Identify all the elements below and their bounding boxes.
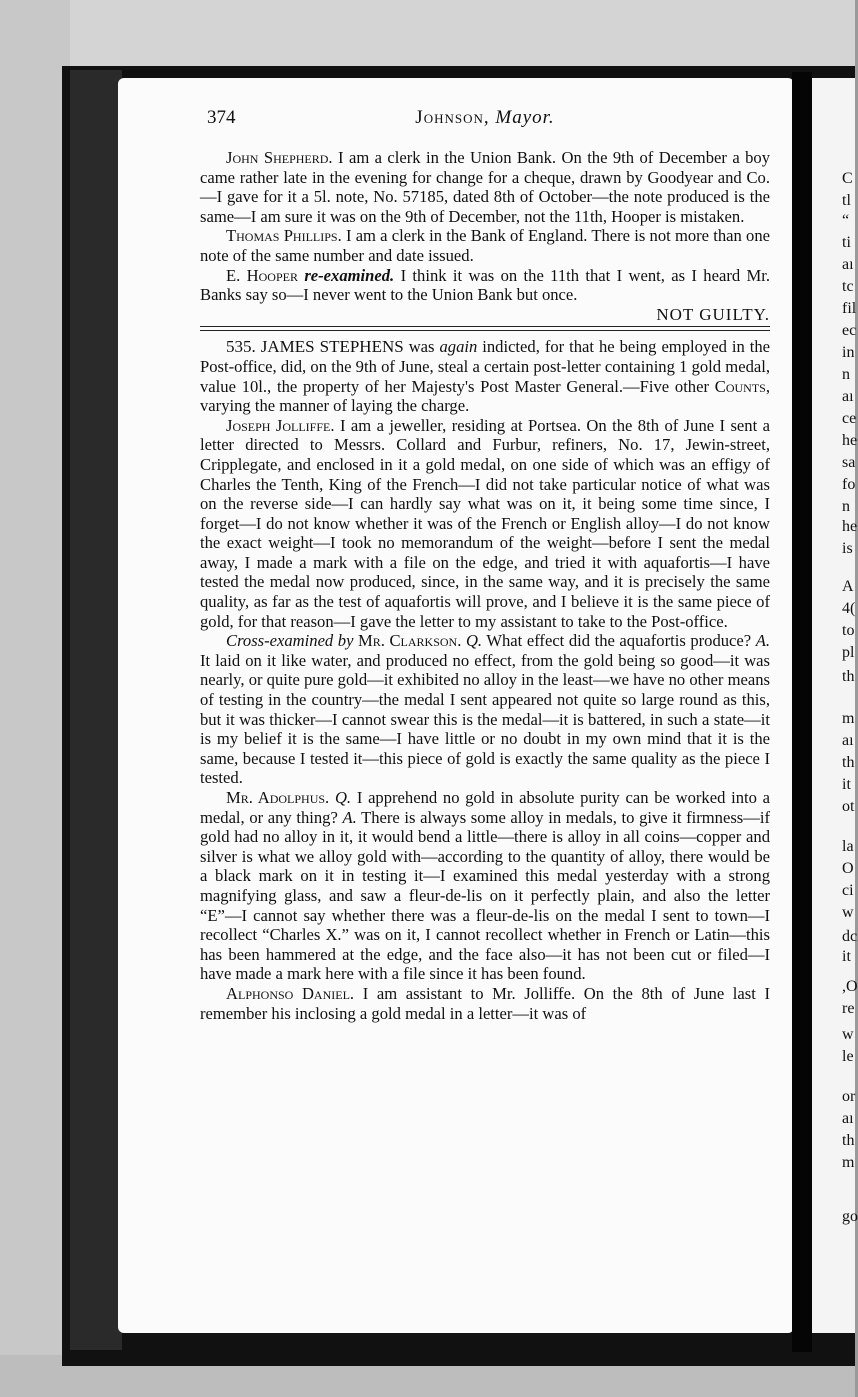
running-title-name: Johnson,: [415, 107, 490, 128]
facing-page-fragment: re: [842, 1000, 855, 1017]
case-number: 535.: [226, 337, 256, 357]
facing-page-fragment: C: [842, 170, 853, 187]
indictment-text: indicted, for that he being employed in the Post-office, did, on the 9th of June, steal a certain post-letter containing 1 gold medal, value 10l., the property of her Majesty's Post Master General.—Five other: [200, 337, 770, 396]
facing-page-fragment: ti: [842, 234, 851, 251]
facing-page-fragment: th: [842, 1132, 855, 1149]
verdict: NOT GUILTY.: [200, 305, 770, 328]
facing-page-fragment: la: [842, 838, 854, 855]
facing-page-fragment: 4(: [842, 600, 856, 617]
question-marker: Q.: [465, 631, 483, 651]
facing-page-fragment: it: [842, 948, 851, 965]
witness-name: E. Hooper: [226, 265, 298, 285]
testimony-phillips: [200, 226, 770, 265]
facing-page-fragment: dc: [842, 928, 858, 945]
facing-page-fragment: to: [842, 622, 855, 639]
facing-page-fragment: m: [842, 710, 855, 727]
facing-page-fragment: it: [842, 776, 851, 793]
cross-examined-label: Cross-examined by: [226, 631, 354, 651]
facing-page-fragment: ce: [842, 410, 857, 427]
running-head: [200, 108, 770, 138]
scanner-background-left: [0, 0, 70, 1397]
facing-page-fragment: th: [842, 668, 855, 685]
facing-page-fragment: tl: [842, 192, 851, 209]
facing-page-fragment: fo: [842, 476, 856, 493]
case-heading: [200, 337, 770, 415]
testimony-hooper: [200, 266, 770, 305]
book-gutter: [792, 72, 812, 1352]
answer-marker: A.: [342, 807, 357, 827]
facing-page-fragment: tc: [842, 278, 854, 295]
case-again: again: [439, 337, 478, 357]
facing-page-fragment: m: [842, 1154, 855, 1171]
testimony-text: I am assistant to Mr. Jolliffe. On the 8th of June last I remember his inclosing a gold medal in a letter—it was of: [200, 983, 770, 1023]
facing-page-fragment: le: [842, 1048, 854, 1065]
facing-page-fragment: in: [842, 344, 855, 361]
facing-page-fragment: “: [842, 212, 850, 229]
page-content: [200, 108, 770, 1023]
defendant-name: JAMES STEPHENS: [260, 337, 404, 357]
facing-page-fragment: fil: [842, 300, 857, 317]
witness-name: Thomas Phillips.: [226, 226, 342, 246]
facing-page-fragment: aı: [842, 388, 854, 405]
examination-qualifier: re-examined.: [304, 265, 395, 285]
testimony-shepherd: [200, 148, 770, 226]
spine-shadow: [70, 70, 122, 1350]
facing-page-fragment: O: [842, 860, 854, 877]
facing-page-fragment: ,O: [842, 978, 858, 995]
page-number: 374: [207, 107, 236, 128]
facing-page-fragment: w: [842, 904, 854, 921]
book-page: [118, 78, 794, 1333]
facing-page-fragment: sa: [842, 454, 856, 471]
counts-label: Counts,: [714, 376, 770, 396]
facing-page-fragment: he: [842, 518, 858, 535]
question-text: What effect did the aquafortis produce?: [486, 631, 752, 651]
answer-text: It laid on it like water, and produced no effect, from the gold being so good—it was nearly, or quite pure gold—it exhibited no alloy in the least—we have no other means of testing in the country—the medal I sent appeared not quite so large round as this, but it was thicker—I cannot swear this is the medal—it is battered, in such a state—it is my belief it is the same—I have little or no doubt in my own mind that it is the same, because I tested it—this piece of gold is exactly the same quality as the piece I tested.: [200, 650, 770, 788]
facing-page-fragment: aı: [842, 256, 854, 273]
facing-page-fragment: ec: [842, 322, 857, 339]
testimony-text: I am a jeweller, residing at Portsea. On the 8th of June I sent a letter directed to Messrs. Collard and Furbur, refiners, No. 17, Jewin-street, Cripplegate, and enclosed in it a gold medal, on one side of which was an effigy of Charles the Tenth, King of the French—I did not take particular notice of what was on the reverse side—I can hardly say what was on it, it being some time since, I forget—I do not know whether it was of the French or English alloy—I do not know the exact weight—I took no memorandum of the weight—before I sent the medal away, I made a mark with a file on the edge, and tried it with aquafortis—I have tested the medal now produced, since, in the same way, and it is precisely the same quality, as far as the test of aquafortis will prove, and I believe it is the same piece of gold, for that reason—I gave the letter to my assistant to take to the Post-office.: [200, 415, 770, 631]
facing-page-fragment: ot: [842, 798, 855, 815]
cross-examination-clarkson: [200, 631, 770, 788]
facing-page-fragment: w: [842, 1026, 854, 1043]
witness-name: Alphonso Daniel.: [226, 983, 355, 1003]
case-was: was: [408, 337, 435, 357]
testimony-text: I am a clerk in the Union Bank. On the 9th of December a boy came rather late in the evening for change for a cheque, drawn by Goodyear and Co.—I gave for it a 5l. note, No. 57185, dated 8th of October—the note produced is the same—I am sure it was on the 9th of December, not the 11th, Hooper is mistaken.: [200, 148, 770, 226]
running-title: [200, 108, 770, 128]
facing-page-fragment: go: [842, 1208, 858, 1225]
running-title-office: Mayor.: [495, 107, 555, 128]
facing-page-fragment: A: [842, 578, 854, 595]
indictment-text-end: varying the manner of laying the charge.: [200, 396, 470, 416]
facing-page-fragment: n: [842, 366, 850, 383]
testimony-daniel: [200, 984, 770, 1023]
section-divider: [200, 330, 770, 331]
facing-page-fragment: is: [842, 540, 853, 557]
facing-page-fragment: th: [842, 754, 855, 771]
facing-page-fragment: ci: [842, 882, 854, 899]
facing-page-fragment: n: [842, 498, 850, 515]
witness-name: Joseph Jolliffe.: [226, 415, 335, 435]
facing-page-fragment: or: [842, 1088, 856, 1105]
facing-page-edge: [812, 78, 858, 1333]
testimony-text: I think it was on the 11th that I went, as I heard Mr. Banks say so—I never went to the Union Bank but once.: [200, 265, 771, 305]
answer-marker: A.: [755, 631, 770, 651]
witness-name: John Shepherd.: [226, 148, 333, 167]
facing-page-fragment: aı: [842, 732, 854, 749]
testimony-text: I am a clerk in the Bank of England. There is not more than one note of the same number and date issued.: [200, 226, 770, 265]
question-text: I apprehend no gold in absolute purity can be worked into a medal, or any thing?: [200, 788, 770, 827]
facing-page-fragment: pl: [842, 644, 855, 661]
answer-text: There is always some alloy in medals, to give it firmness—if gold had no alloy in it, it would bend a little—there is alloy in all coins—copper and silver is what we alloy gold with—according to the quantity of alloy, there would be a black mark on it in testing it—I examined this medal yesterday with a strong magnifying glass, and saw a fleur-de-lis on it perfectly plain, and also the letter “E”—I cannot say whether there was a fleur-de-lis on the medal I sent to town—I recollect “Charles X.” was on it, I cannot recollect whether in French or Latin—this has been hammered at the edge, and the face also—it has not been cut or filed—I have made a mark here with a file since it has been found.: [200, 807, 770, 984]
counsel-name: Mr. Clarkson.: [358, 631, 462, 651]
facing-page-fragment: aı: [842, 1110, 854, 1127]
question-marker: Q.: [334, 788, 352, 807]
facing-page-fragment: he: [842, 432, 858, 449]
examination-adolphus: [200, 788, 770, 984]
testimony-jolliffe: [200, 416, 770, 632]
counsel-name: Mr. Adolphus.: [226, 788, 330, 807]
